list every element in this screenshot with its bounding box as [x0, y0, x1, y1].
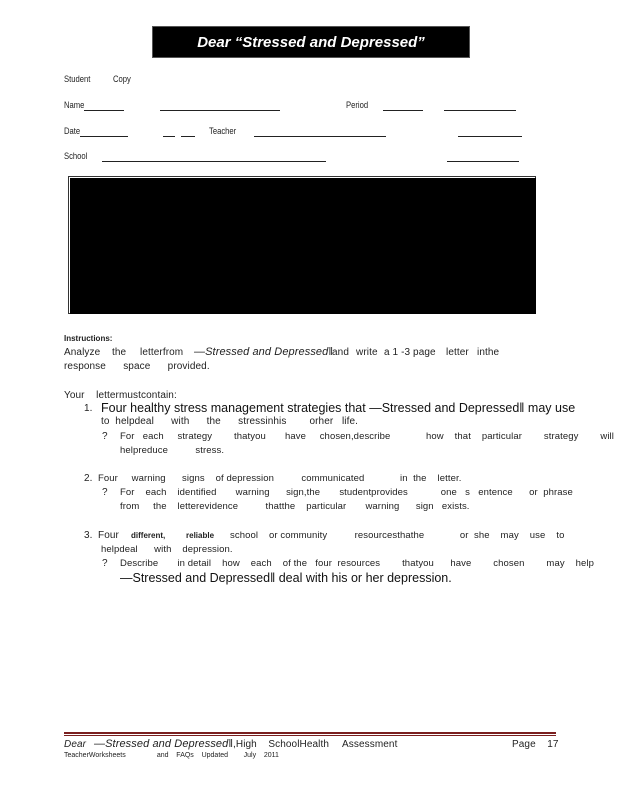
instructions-word-analyze: Analyze	[64, 347, 101, 358]
item-1-main: Four healthy stress management strategies that —Stressed and Depressed‖ may use	[101, 401, 576, 415]
item-3-number: 3.	[84, 530, 93, 541]
footer-rule-top	[64, 732, 556, 734]
item-2-main: Four warning signs of depression communicated in the letter.	[98, 473, 462, 484]
instructions-word-letterfrom: letterfrom	[140, 347, 184, 358]
date-line-3[interactable]	[181, 136, 195, 137]
school-line-2[interactable]	[447, 161, 519, 162]
footer-page-number: Page 17	[512, 739, 559, 750]
footer-rule-bottom	[64, 735, 556, 736]
instructions-word-write: write	[356, 347, 378, 358]
date-line-4[interactable]	[458, 136, 522, 137]
item-1-continuation: to helpdeal with the stressinhis orher life.	[101, 416, 359, 427]
name-line-1[interactable]	[84, 110, 124, 111]
name-line-2[interactable]	[160, 110, 280, 111]
date-line-2[interactable]	[163, 136, 175, 137]
footer-assessment: Assessment	[342, 739, 398, 750]
instructions-letter-name: —Stressed and Depressed‖	[194, 346, 334, 358]
teacher-label: Teacher	[209, 126, 237, 136]
instructions-heading: Instructions:	[64, 334, 113, 343]
item-2-bullet: ?	[102, 487, 108, 498]
name-label: Name	[64, 100, 85, 110]
item-2-number: 2.	[84, 473, 93, 484]
period-line-1[interactable]	[383, 110, 423, 111]
student-label: Student	[64, 74, 91, 84]
item-1-sub-line-1: For each strategy thatyou have chosen,describe how that particular strategy will	[120, 431, 614, 442]
item-3-word-different: different,	[131, 531, 166, 540]
item-1-bullet: ?	[102, 431, 108, 442]
instructions-line-2: response space provided.	[64, 361, 210, 372]
instructions-word-letter: letter	[446, 347, 469, 358]
footer-course: ,High SchoolHealth	[233, 739, 330, 750]
teacher-line[interactable]	[254, 136, 386, 137]
letter-heading: Your lettermustcontain:	[64, 390, 177, 401]
footer-updated: TeacherWorksheets and FAQs Updated July 2011	[64, 752, 279, 759]
instructions-word-and: and	[332, 347, 349, 358]
period-line-2[interactable]	[444, 110, 516, 111]
instructions-word-inthe: inthe	[477, 347, 500, 358]
item-3-word-reliable: reliable	[186, 531, 215, 540]
item-3-continuation: helpdeal with depression.	[101, 544, 233, 555]
item-3-sub-line-2: —Stressed and Depressed‖ deal with his or her depression.	[120, 571, 452, 585]
school-line[interactable]	[102, 161, 326, 162]
instructions-word-page-count: a 1 -3 page	[384, 347, 436, 358]
footer-letter-title: —Stressed and Depressed‖	[94, 738, 234, 750]
instructions-word-the: the	[112, 347, 127, 358]
item-3-word-four: Four	[98, 530, 119, 541]
redacted-letter-block	[70, 178, 536, 314]
item-2-sub-line-2: from the letterevidence thatthe particular warning sign exists.	[120, 501, 470, 512]
footer-dear: Dear	[64, 739, 87, 750]
item-2-sub-line-1: For each identified warning sign,the studentprovides one s entence or phrase	[120, 487, 573, 498]
item-3-bullet: ?	[102, 558, 108, 569]
item-1-sub-line-2: helpreduce stress.	[120, 445, 225, 456]
item-1-number: 1.	[84, 403, 93, 414]
item-3-sub-line-1: Describe in detail how each of the four resources thatyou have chosen may help	[120, 558, 594, 569]
copy-label: Copy	[113, 74, 131, 84]
date-line-1[interactable]	[80, 136, 128, 137]
date-label: Date	[64, 126, 81, 136]
item-3-main-rest: school or community resourcesthathe or she may use to	[230, 530, 565, 541]
school-label: School	[64, 151, 88, 161]
period-label: Period	[346, 100, 369, 110]
worksheet-title: Dear “Stressed and Depressed”	[152, 26, 470, 58]
